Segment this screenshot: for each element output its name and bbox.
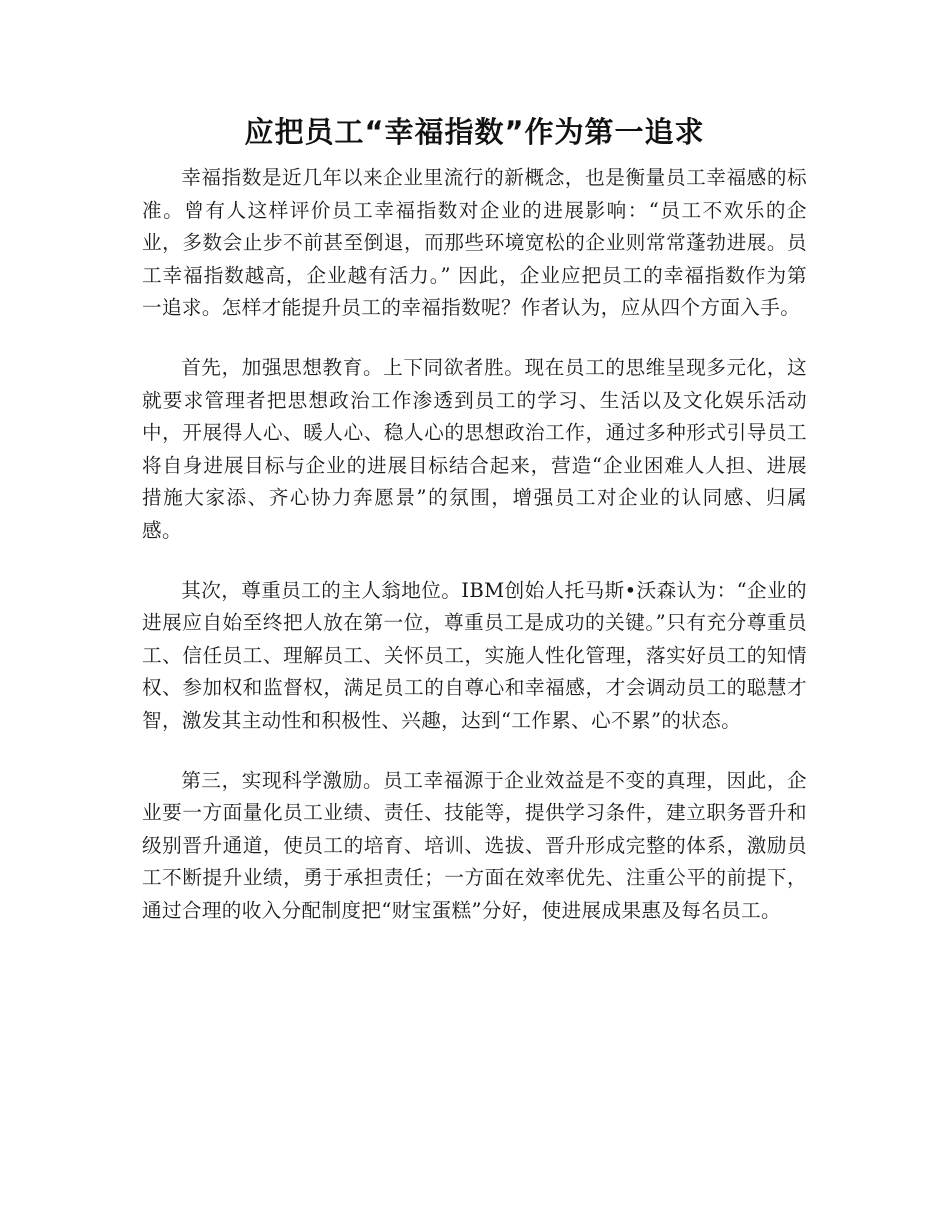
document-title: 应把员工“幸福指数”作为第一追求 (244, 115, 705, 149)
document-page (142, 0, 807, 927)
paragraph-first-point: 首先，加强思想教育。上下同欲者胜。现在员工的思维呈现多元化，这就要求管理者把思想政治工作渗透到员工的学习、生活以及文化娱乐活动中，开展得人心、暖人心、稳人心的思想政治工作，通过多种形式引导员工将自身进展目标与企业的进展目标结合起来，营造“企业困难人人担、进展措施大家添、齐心协力奔愿景”的氛围，增强员工对企业的认同感、归属感。 (142, 355, 807, 542)
paragraph-intro: 幸福指数是近几年以来企业里流行的新概念，也是衡量员工幸福感的标准。曾有人这样评价员工幸福指数对企业的进展影响：“员工不欢乐的企业，多数会止步不前甚至倒退，而那些环境宽松的企业则常常蓬勃进展。员工幸福指数越高，企业越有活力。” 因此，企业应把员工的幸福指数作为第一追求。怎样才能提升员工的幸福指数呢？作者认为，应从四个方面入手。 (142, 166, 807, 320)
paragraph-second-point: 其次，尊重员工的主人翁地位。IBM创始人托马斯•沃森认为：“企业的进展应自始至终把人放在第一位，尊重员工是成功的关键。”只有充分尊重员工、信任员工、理解员工、关怀员工，实施人性化管理，落实好员工的知情权、参加权和监督权，满足员工的自尊心和幸福感，才会调动员工的聪慧才智，激发其主动性和积极性、兴趣，达到“工作累、心不累”的状态。 (142, 578, 807, 732)
paragraph-third-point: 第三，实现科学激励。员工幸福源于企业效益是不变的真理，因此，企业要一方面量化员工业绩、责任、技能等，提供学习条件，建立职务晋升和级别晋升通道，使员工的培育、培训、选拔、晋升形成完整的体系，激励员工不断提升业绩，勇于承担责任；一方面在效率优先、注重公平的前提下，通过合理的收入分配制度把“财宝蛋糕”分好，使进展成果惠及每名员工。 (142, 768, 807, 922)
